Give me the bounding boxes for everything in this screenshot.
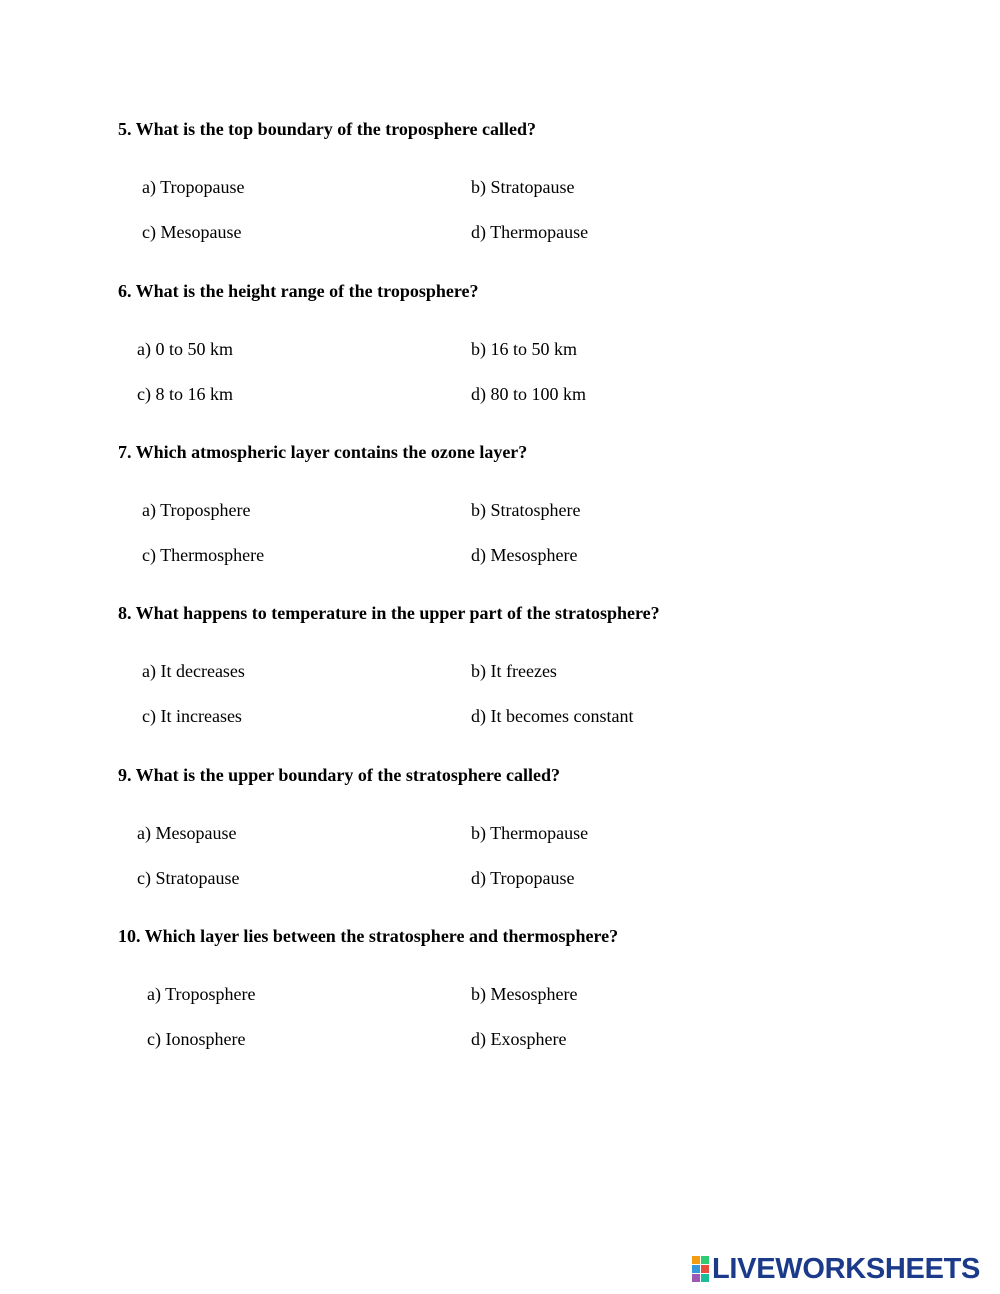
logo-square bbox=[701, 1274, 709, 1282]
question-9-option-d[interactable]: d) Tropopause bbox=[471, 868, 575, 888]
logo-square bbox=[701, 1256, 709, 1264]
question-8-option-d[interactable]: d) It becomes constant bbox=[471, 706, 634, 726]
question-6-option-a[interactable]: a) 0 to 50 km bbox=[137, 339, 233, 359]
question-5: 5. What is the top boundary of the troposphere called? bbox=[118, 119, 537, 139]
question-5-option-d[interactable]: d) Thermopause bbox=[471, 222, 589, 242]
question-7-option-c[interactable]: c) Thermosphere bbox=[142, 545, 265, 565]
question-9-option-b[interactable]: b) Thermopause bbox=[471, 823, 589, 843]
question-7-option-d[interactable]: d) Mesosphere bbox=[471, 545, 578, 565]
question-10-option-b[interactable]: b) Mesosphere bbox=[471, 984, 578, 1004]
question-9-option-c[interactable]: c) Stratopause bbox=[137, 868, 240, 888]
logo-square bbox=[692, 1265, 700, 1273]
question-6-option-c[interactable]: c) 8 to 16 km bbox=[137, 384, 233, 404]
question-7: 7. Which atmospheric layer contains the ozone layer? bbox=[118, 442, 528, 462]
question-6: 6. What is the height range of the troposphere? bbox=[118, 281, 479, 301]
question-9-option-a[interactable]: a) Mesopause bbox=[137, 823, 237, 843]
question-7-option-b[interactable]: b) Stratosphere bbox=[471, 500, 581, 520]
question-7-option-a[interactable]: a) Troposphere bbox=[142, 500, 251, 520]
liveworksheets-logo bbox=[692, 1252, 980, 1286]
question-8-option-a[interactable]: a) It decreases bbox=[142, 661, 245, 681]
question-5-option-b[interactable]: b) Stratopause bbox=[471, 177, 575, 197]
question-10-option-a[interactable]: a) Troposphere bbox=[147, 984, 256, 1004]
logo-square bbox=[701, 1265, 709, 1273]
question-9: 9. What is the upper boundary of the stratosphere called? bbox=[118, 765, 561, 785]
question-10-option-d[interactable]: d) Exosphere bbox=[471, 1029, 567, 1049]
question-10: 10. Which layer lies between the stratosphere and thermosphere? bbox=[118, 926, 619, 946]
question-10-option-c[interactable]: c) Ionosphere bbox=[147, 1029, 246, 1049]
question-8-option-b[interactable]: b) It freezes bbox=[471, 661, 557, 681]
question-8-option-c[interactable]: c) It increases bbox=[142, 706, 242, 726]
question-6-option-b[interactable]: b) 16 to 50 km bbox=[471, 339, 577, 359]
question-5-option-a[interactable]: a) Tropopause bbox=[142, 177, 245, 197]
question-6-option-d[interactable]: d) 80 to 100 km bbox=[471, 384, 586, 404]
logo-square bbox=[692, 1256, 700, 1264]
logo-square bbox=[692, 1274, 700, 1282]
logo-text: LIVEWORKSHEETS bbox=[712, 1252, 981, 1285]
question-5-option-c[interactable]: c) Mesopause bbox=[142, 222, 242, 242]
liveworksheets-mark-icon bbox=[692, 1256, 709, 1282]
question-8: 8. What happens to temperature in the upper part of the stratosphere? bbox=[118, 603, 660, 623]
